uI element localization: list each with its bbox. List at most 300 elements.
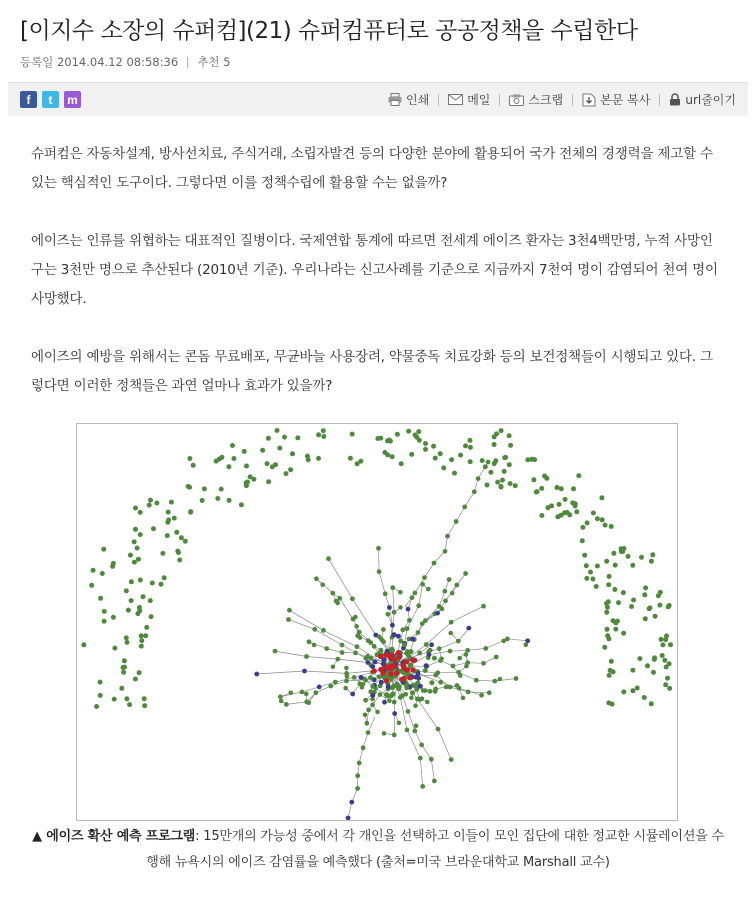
network-node xyxy=(486,460,491,465)
shorten-url-button[interactable] xyxy=(669,91,736,108)
network-node xyxy=(355,644,360,649)
network-node xyxy=(398,605,403,610)
network-node xyxy=(524,643,529,648)
network-node xyxy=(129,598,134,603)
network-node xyxy=(314,690,319,695)
network-node xyxy=(594,584,599,589)
network-node xyxy=(363,713,368,718)
network-node xyxy=(346,816,351,820)
copy-text-label: 본문 복사 xyxy=(600,93,651,107)
article-tools xyxy=(388,91,736,108)
network-node xyxy=(133,677,138,682)
network-node xyxy=(580,538,585,543)
network-node xyxy=(437,646,442,651)
network-node xyxy=(312,627,317,632)
scrap-button[interactable] xyxy=(509,91,563,108)
network-node xyxy=(386,612,391,617)
network-node xyxy=(392,711,397,716)
network-node xyxy=(392,632,397,637)
network-node xyxy=(582,553,587,558)
network-edge xyxy=(418,671,438,672)
network-node xyxy=(559,486,564,491)
network-node xyxy=(277,446,282,451)
network-node xyxy=(343,686,348,691)
network-node xyxy=(177,558,182,563)
printer-icon xyxy=(388,93,402,106)
network-node xyxy=(132,560,137,565)
network-node xyxy=(357,630,362,635)
network-node xyxy=(660,653,665,658)
network-node xyxy=(621,590,626,595)
mail-label: 메일 xyxy=(467,93,491,107)
network-edge xyxy=(419,584,423,606)
network-node xyxy=(383,591,388,596)
network-node xyxy=(563,497,568,502)
network-node xyxy=(531,477,536,482)
lock-icon xyxy=(669,93,681,106)
network-node xyxy=(381,627,386,632)
network-node xyxy=(539,513,544,518)
network-node xyxy=(443,589,448,594)
network-node xyxy=(645,663,650,668)
network-node xyxy=(324,646,329,651)
network-edge xyxy=(379,572,385,594)
network-node xyxy=(397,684,402,689)
network-node xyxy=(606,582,611,587)
network-node xyxy=(419,743,424,748)
network-node xyxy=(418,756,423,761)
network-node xyxy=(365,721,370,726)
network-node xyxy=(278,694,283,699)
twitter-share-button[interactable] xyxy=(42,91,59,108)
network-node xyxy=(401,663,406,668)
network-node xyxy=(320,582,325,587)
paragraph-3: 에이즈의 예방을 위해서는 콘돔 무료배포, 무균바늘 사용장려, 약물중독 치료강화 등의 보건정책들이 시행되고 있다. 그렇다면 이러한 정책들은 과연 얼마나 효과가 있을까? xyxy=(31,349,713,394)
network-node xyxy=(378,654,383,659)
me2day-share-button[interactable] xyxy=(64,91,81,108)
network-node xyxy=(612,587,617,592)
network-node xyxy=(400,676,405,681)
network-edge xyxy=(450,650,468,651)
network-node xyxy=(162,575,167,580)
network-node xyxy=(423,441,428,446)
network-node xyxy=(387,698,392,703)
network-node xyxy=(135,546,140,551)
network-node xyxy=(611,551,616,556)
network-node xyxy=(425,700,430,705)
network-node xyxy=(217,457,222,462)
network-edge xyxy=(405,593,415,607)
network-node xyxy=(433,687,438,692)
network-node xyxy=(405,667,410,672)
network-node xyxy=(429,680,434,685)
network-node xyxy=(317,685,322,690)
tool-divider xyxy=(572,94,573,106)
network-node xyxy=(613,563,618,568)
network-node xyxy=(366,730,371,735)
network-node xyxy=(431,444,436,449)
network-node xyxy=(399,461,404,466)
network-node xyxy=(142,703,147,708)
facebook-icon: f xyxy=(26,92,31,107)
network-node xyxy=(129,579,134,584)
network-edge xyxy=(348,802,352,818)
network-node xyxy=(125,640,130,645)
network-edge xyxy=(434,551,445,563)
network-edge xyxy=(507,639,527,641)
network-node xyxy=(433,673,438,678)
network-node xyxy=(410,690,415,695)
network-node xyxy=(376,546,381,551)
network-node xyxy=(662,658,667,663)
scrap-label: 스크랩 xyxy=(528,93,564,107)
network-node xyxy=(396,650,401,655)
network-node xyxy=(340,643,345,648)
network-node xyxy=(423,447,428,452)
network-edge xyxy=(275,651,307,656)
network-edge xyxy=(439,641,458,649)
network-node xyxy=(159,582,164,587)
network-node xyxy=(405,728,410,733)
network-node xyxy=(202,486,207,491)
network-node xyxy=(175,549,180,554)
network-node xyxy=(165,533,170,538)
network-node xyxy=(635,686,640,691)
download-icon xyxy=(582,93,596,107)
network-node xyxy=(132,539,137,544)
network-node xyxy=(421,688,426,693)
article-toolbar xyxy=(8,82,748,116)
network-node xyxy=(443,598,448,603)
network-node xyxy=(502,455,507,460)
network-node xyxy=(663,682,668,687)
network-edge xyxy=(400,697,407,730)
network-node xyxy=(396,634,401,639)
network-node xyxy=(273,649,278,654)
network-node xyxy=(384,678,389,683)
network-node xyxy=(358,635,363,640)
network-node xyxy=(289,691,294,696)
network-node xyxy=(314,576,319,581)
network-node xyxy=(591,511,596,516)
network-node xyxy=(304,692,309,697)
network-node xyxy=(150,581,155,586)
network-node xyxy=(365,654,370,659)
network-edge xyxy=(307,657,338,660)
network-node xyxy=(659,637,664,642)
network-edge xyxy=(289,610,323,630)
network-node xyxy=(112,646,117,651)
network-node xyxy=(370,702,375,707)
network-node xyxy=(449,620,454,625)
network-node xyxy=(388,671,393,676)
network-node xyxy=(529,457,534,462)
network-node xyxy=(357,761,362,766)
twitter-icon: t xyxy=(48,92,53,107)
network-node xyxy=(394,670,399,675)
network-node xyxy=(321,434,326,439)
network-node xyxy=(121,670,126,675)
network-node xyxy=(613,620,618,625)
network-edge xyxy=(439,591,445,606)
print-button[interactable] xyxy=(388,91,429,108)
network-node xyxy=(333,680,338,685)
network-node xyxy=(353,615,358,620)
network-node xyxy=(395,432,400,437)
network-edge xyxy=(286,702,306,705)
network-node xyxy=(409,452,414,457)
article-title: [이지수 소장의 슈퍼컴](21) 슈퍼컴퓨터로 공공정책을 수립한다 xyxy=(20,18,638,44)
network-node xyxy=(433,456,438,461)
network-node xyxy=(300,690,305,695)
network-node xyxy=(488,470,493,475)
network-node xyxy=(412,729,417,734)
network-node xyxy=(139,644,144,649)
network-edge xyxy=(394,714,395,735)
network-node xyxy=(651,670,656,675)
network-node xyxy=(630,563,635,568)
network-node xyxy=(650,552,655,557)
network-node xyxy=(595,516,600,521)
network-nodes xyxy=(81,428,673,820)
network-node xyxy=(493,458,498,463)
network-node xyxy=(348,456,353,461)
network-node xyxy=(667,686,672,691)
network-node xyxy=(279,699,284,704)
paragraph-1: 슈퍼컴은 자동차설계, 방사선치료, 주식거래, 소립자발견 등의 다양한 분야에 활용되어 국가 전체의 경쟁력을 제고할 수 있는 핵심적인 도구이다. 그렇다면 이를 정책수립에 활용할 수는 없을까? xyxy=(31,146,713,191)
network-node xyxy=(119,686,124,691)
network-node xyxy=(138,578,143,583)
network-node xyxy=(377,675,382,680)
network-node xyxy=(426,587,431,592)
network-node xyxy=(166,517,171,522)
figure-caption xyxy=(26,824,730,876)
network-node xyxy=(378,692,383,697)
network-node xyxy=(639,555,644,560)
network-node xyxy=(254,672,259,677)
network-edge xyxy=(431,759,434,781)
network-node xyxy=(179,535,184,540)
network-node xyxy=(148,598,153,603)
network-node xyxy=(355,461,360,466)
network-node xyxy=(404,692,409,697)
network-node xyxy=(94,704,99,709)
network-node xyxy=(653,614,658,619)
network-edge xyxy=(476,680,495,681)
network-node xyxy=(456,639,461,644)
network-node xyxy=(143,633,148,638)
network-node xyxy=(495,480,500,485)
network-node xyxy=(666,604,671,609)
network-node xyxy=(609,524,614,529)
network-node xyxy=(458,673,463,678)
mail-button[interactable] xyxy=(448,91,490,108)
network-node xyxy=(424,642,429,647)
network-node xyxy=(372,644,377,649)
network-edge xyxy=(438,672,459,673)
network-node xyxy=(406,709,411,714)
network-node xyxy=(406,607,411,612)
network-node xyxy=(555,485,560,490)
network-node xyxy=(215,496,220,501)
network-node xyxy=(428,689,433,694)
network-node xyxy=(626,554,631,559)
me2day-icon: m xyxy=(67,92,78,107)
network-node xyxy=(580,525,585,530)
network-node xyxy=(335,657,340,662)
network-node xyxy=(642,592,647,597)
network-node xyxy=(266,479,271,484)
network-node xyxy=(372,668,377,673)
network-node xyxy=(273,462,278,467)
network-node xyxy=(507,462,512,467)
network-node xyxy=(409,649,414,654)
network-node xyxy=(606,636,611,641)
network-node xyxy=(260,448,265,453)
network-node xyxy=(244,464,249,469)
network-edge xyxy=(402,696,408,712)
network-node xyxy=(290,451,295,456)
network-node xyxy=(102,609,107,614)
network-node xyxy=(513,483,518,488)
network-edge xyxy=(458,628,469,641)
network-node xyxy=(499,428,504,433)
network-node xyxy=(435,611,440,616)
network-node xyxy=(355,786,360,791)
network-node xyxy=(468,445,473,450)
network-node xyxy=(417,438,422,443)
network-node xyxy=(606,599,611,604)
network-node xyxy=(461,696,466,701)
network-node xyxy=(349,800,354,805)
network-node xyxy=(382,731,387,736)
network-node xyxy=(316,456,321,461)
network-node xyxy=(413,433,418,438)
network-node xyxy=(525,638,530,643)
network-node xyxy=(404,685,409,690)
network-node xyxy=(266,436,271,441)
network-node xyxy=(378,436,383,441)
network-node xyxy=(476,476,481,481)
date-label: 등록일 xyxy=(20,55,54,69)
network-node xyxy=(312,643,317,648)
network-node xyxy=(200,498,205,503)
recommend-value: 5 xyxy=(223,55,231,69)
network-node xyxy=(585,520,590,525)
network-node xyxy=(128,553,133,558)
network-node xyxy=(124,696,129,701)
network-node xyxy=(449,457,454,462)
network-node xyxy=(454,583,459,588)
network-node xyxy=(383,665,388,670)
network-node xyxy=(438,658,443,663)
article-meta xyxy=(20,54,231,70)
network-node xyxy=(422,575,427,580)
network-node xyxy=(354,624,359,629)
network-node xyxy=(595,564,600,569)
network-node xyxy=(557,502,562,507)
network-node xyxy=(466,626,471,631)
network-node xyxy=(326,556,331,561)
network-node xyxy=(440,607,445,612)
network-node xyxy=(413,675,418,680)
network-node xyxy=(449,757,454,762)
network-node xyxy=(605,627,610,632)
network-node xyxy=(151,526,156,531)
network-node xyxy=(660,642,665,647)
network-edge xyxy=(425,563,435,578)
network-node xyxy=(483,646,488,651)
network-node xyxy=(410,667,415,672)
network-node xyxy=(154,501,159,506)
network-node xyxy=(492,679,497,684)
network-node xyxy=(479,693,484,698)
network-node xyxy=(603,523,608,528)
network-node xyxy=(390,585,395,590)
network-node xyxy=(483,464,488,469)
network-node xyxy=(616,600,621,605)
network-node xyxy=(606,700,611,705)
network-node xyxy=(413,703,418,708)
network-node xyxy=(463,443,468,448)
network-node xyxy=(133,527,138,532)
network-node xyxy=(390,648,395,653)
network-edge xyxy=(468,648,486,650)
network-node xyxy=(174,530,179,535)
network-edge xyxy=(257,671,305,674)
tool-divider xyxy=(438,94,439,106)
network-node xyxy=(183,539,188,544)
network-node xyxy=(494,431,499,436)
facebook-share-button[interactable] xyxy=(20,91,37,108)
network-node xyxy=(387,605,392,610)
network-node xyxy=(464,652,469,657)
network-node xyxy=(172,516,177,521)
network-node xyxy=(418,684,423,689)
network-node xyxy=(126,608,131,613)
network-node xyxy=(187,456,192,461)
network-node xyxy=(390,623,395,628)
network-node xyxy=(137,670,142,675)
network-node xyxy=(441,465,446,470)
network-node xyxy=(400,627,405,632)
network-node xyxy=(330,591,335,596)
network-node xyxy=(361,682,366,687)
network-node xyxy=(508,481,513,486)
network-edge xyxy=(451,606,483,622)
network-node xyxy=(384,692,389,697)
network-node xyxy=(599,495,604,500)
network-node xyxy=(169,500,174,505)
copy-text-button[interactable] xyxy=(582,91,650,108)
network-node xyxy=(100,571,105,576)
network-node xyxy=(462,505,467,510)
network-node xyxy=(445,534,450,539)
network-node xyxy=(502,469,507,474)
aids-network-figure xyxy=(76,423,678,821)
network-node xyxy=(416,630,421,635)
network-node xyxy=(392,733,397,738)
network-node xyxy=(500,478,505,483)
network-node xyxy=(98,680,103,685)
network-edge xyxy=(465,492,475,507)
network-node xyxy=(386,684,391,689)
network-node xyxy=(613,627,618,632)
network-node xyxy=(417,651,422,656)
network-node xyxy=(110,564,115,569)
network-node xyxy=(139,638,144,643)
network-node xyxy=(649,701,654,706)
